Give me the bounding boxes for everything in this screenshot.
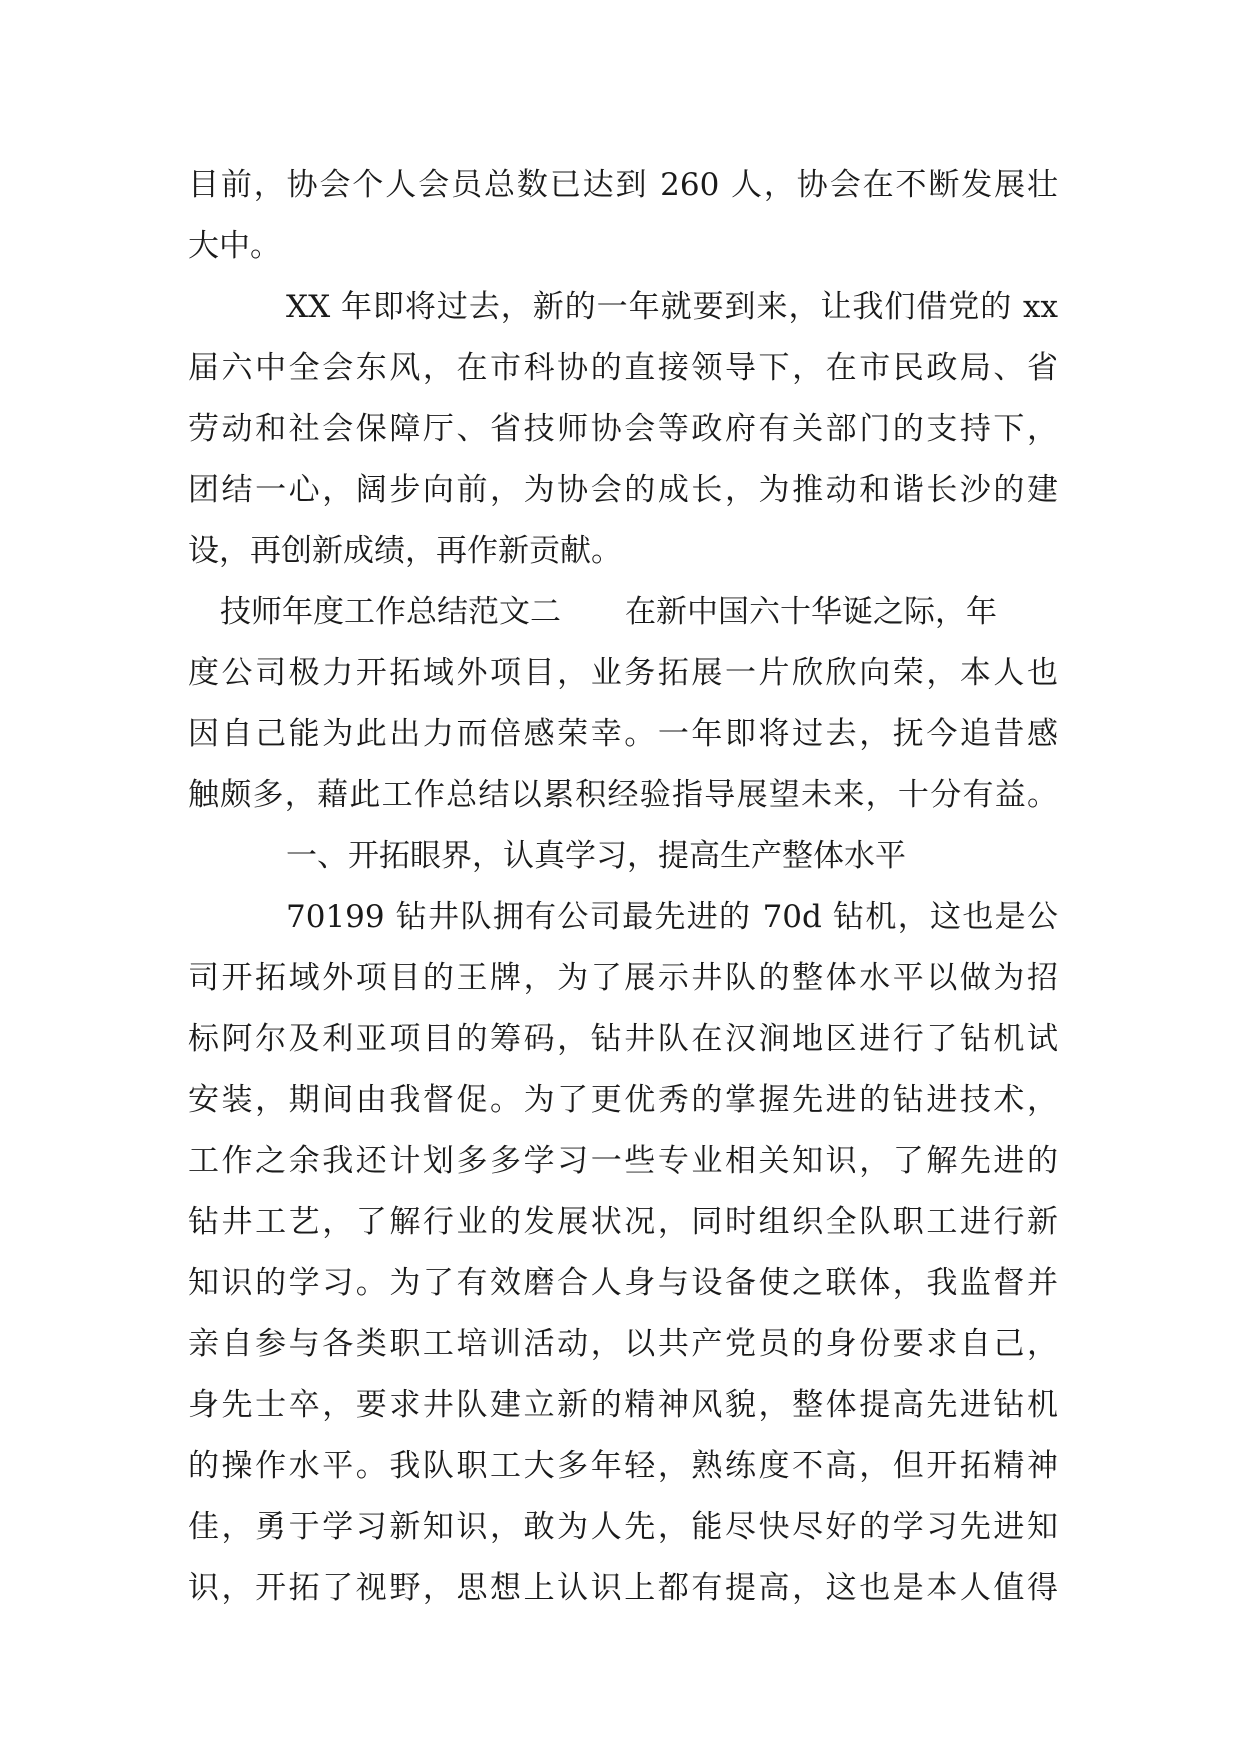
text-line: XX 年即将过去，新的一年就要到来，让我们借党的 xx xyxy=(286,289,1058,325)
text-line: 团结一心，阔步向前，为协会的成长，为推动和谐长沙的建 xyxy=(188,472,1058,508)
text-line: 度公司极力开拓域外项目，业务拓展一片欣欣向荣，本人也 xyxy=(188,655,1058,691)
text-line: 设，再创新成绩，再作新贡献。 xyxy=(188,533,622,569)
subsection-heading: 一、开拓眼界，认真学习，提高生产整体水平 xyxy=(286,838,906,874)
text-line: 识，开拓了视野，思想上认识上都有提高，这也是本人值得 xyxy=(188,1570,1058,1606)
text-line: 司开拓域外项目的王牌，为了展示井队的整体水平以做为招 xyxy=(188,960,1058,996)
text-line: 70199 钻井队拥有公司最先进的 70d 钻机，这也是公 xyxy=(286,899,1058,935)
text-line: 因自己能为此出力而倍感荣幸。一年即将过去，抚今追昔感 xyxy=(188,716,1058,752)
text-line: 佳，勇于学习新知识，敢为人先，能尽快尽好的学习先进知 xyxy=(188,1509,1058,1545)
text-line: 届六中全会东风，在市科协的直接领导下，在市民政局、省 xyxy=(188,350,1058,386)
text-line: 标阿尔及利亚项目的筹码，钻井队在汉涧地区进行了钻机试 xyxy=(188,1021,1058,1057)
text-line: 触颇多，藉此工作总结以累积经验指导展望未来，十分有益。 xyxy=(188,777,1058,813)
text-line: 身先士卒，要求井队建立新的精神风貌，整体提高先进钻机 xyxy=(188,1387,1058,1423)
text-line: 安装，期间由我督促。为了更优秀的掌握先进的钻进技术， xyxy=(188,1082,1058,1118)
body-text xyxy=(188,155,1058,1619)
text-line: 目前，协会个人会员总数已达到 260 人，协会在不断发展壮 xyxy=(188,167,1058,203)
text-line: 工作之余我还计划多多学习一些专业相关知识，了解先进的 xyxy=(188,1143,1058,1179)
text-line: 亲自参与各类职工培训活动，以共产党员的身份要求自己， xyxy=(188,1326,1058,1362)
text-line: 大中。 xyxy=(188,228,281,264)
section-title: 技师年度工作总结范文二 xyxy=(220,594,561,630)
text-line: 钻井工艺，了解行业的发展状况，同时组织全队职工进行新 xyxy=(188,1204,1058,1240)
text-line: 的操作水平。我队职工大多年轻，熟练度不高，但开拓精神 xyxy=(188,1448,1058,1484)
section-heading-line xyxy=(188,582,1058,643)
text-line: 知识的学习。为了有效磨合人身与设备使之联体，我监督并 xyxy=(188,1265,1058,1301)
text-line: 劳动和社会保障厅、省技师协会等政府有关部门的支持下， xyxy=(188,411,1058,447)
text-fragment: 在新中国六十华诞之际，年 xyxy=(625,594,997,630)
